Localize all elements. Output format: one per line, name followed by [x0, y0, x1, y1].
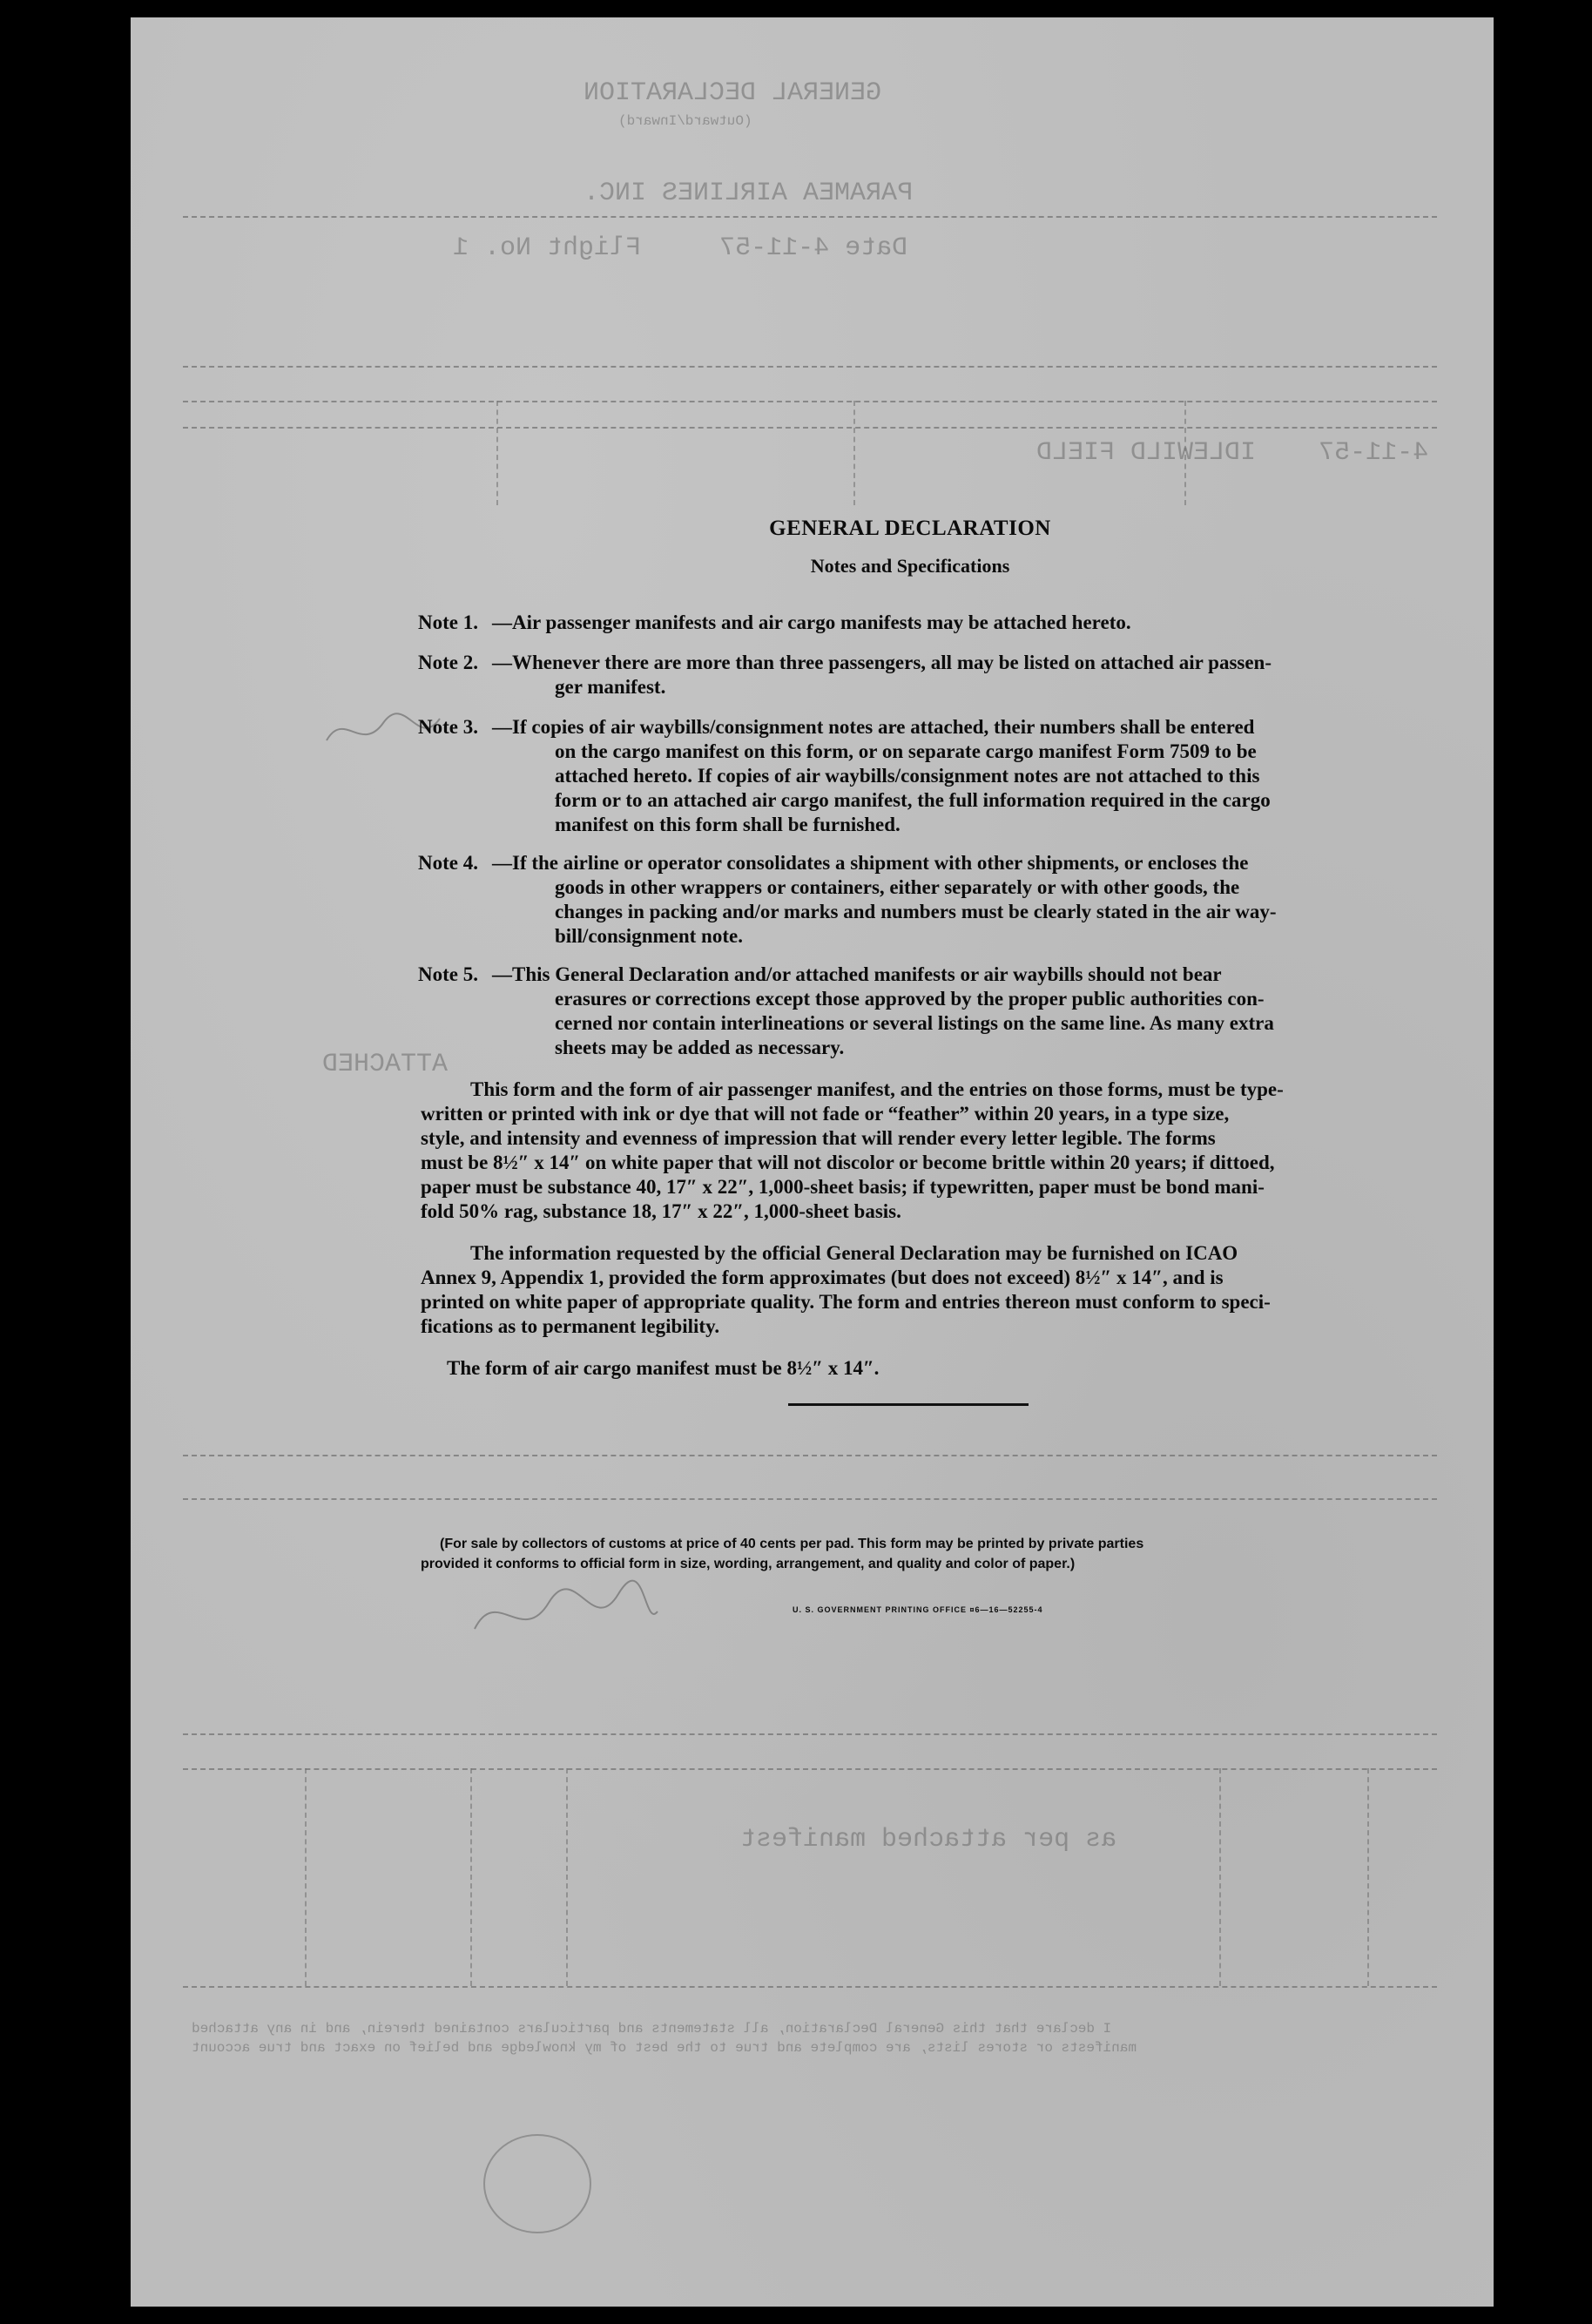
bleed-column-rule — [305, 1768, 307, 1986]
bleed-column-rule — [470, 1768, 472, 1986]
bleed-column-rule — [1219, 1768, 1221, 1986]
bleed-column-rule — [1367, 1768, 1369, 1986]
bleed-rule — [183, 1986, 1437, 1988]
note-2-line-2: ger manifest. — [555, 676, 666, 698]
note-5-line-4: sheets may be added as necessary. — [555, 1037, 845, 1058]
spec-paragraph-1-line-5: paper must be substance 40, 17″ x 22″, 1,000-sheet basis; if typewritten, paper must be bond mani- — [421, 1176, 1265, 1198]
bleed-through-itinerary: 4-11-57 IDLEWILD FIELD — [1036, 438, 1429, 468]
note-1-text: —Air passenger manifests and air cargo manifests may be attached hereto. — [492, 611, 1131, 633]
note-5-line-1: —This General Declaration and/or attached manifests or air waybills should not bear — [492, 963, 1222, 985]
note-3-label: Note 3. — [418, 716, 478, 738]
bleed-rule — [183, 1455, 1437, 1456]
bleed-rule — [183, 216, 1437, 218]
note-2-label: Note 2. — [418, 652, 478, 673]
bleed-through-subheader: (Outward/Inward) — [618, 113, 752, 129]
bleed-column-rule — [566, 1768, 568, 1986]
page-subtitle: Notes and Specifications — [810, 555, 1010, 577]
note-3-line-1: —If copies of air waybills/consignment notes are attached, their numbers shall be entered — [492, 716, 1255, 738]
note-4-line-4: bill/consignment note. — [555, 925, 743, 947]
bleed-through-header: GENERAL DECLARATION — [584, 78, 882, 108]
bleed-rule — [183, 1733, 1437, 1735]
bleed-rule — [183, 1498, 1437, 1500]
note-4-label: Note 4. — [418, 852, 478, 874]
note-5-label: Note 5. — [418, 963, 478, 985]
note-3-line-4: form or to an attached air cargo manifest, the full information required in the cargo — [555, 789, 1271, 811]
document-page — [131, 17, 1494, 2307]
spec-paragraph-2-line-1: The information requested by the official General Declaration may be furnished on ICAO — [470, 1242, 1238, 1264]
section-divider — [788, 1403, 1029, 1406]
note-1-label: Note 1. — [418, 611, 478, 633]
spec-paragraph-3: The form of air cargo manifest must be 8½″ x 14″. — [447, 1357, 880, 1379]
spec-paragraph-2-line-4: fications as to permanent legibility. — [421, 1315, 720, 1337]
faint-signature — [470, 1577, 662, 1655]
bleed-rule — [183, 1768, 1437, 1770]
bleed-rule — [183, 427, 1437, 429]
spec-paragraph-1-line-4: must be 8½″ x 14″ on white paper that will not discolor or become brittle within 20 years; if dittoed, — [421, 1152, 1275, 1173]
sale-notice-line-1: (For sale by collectors of customs at price of 40 cents per pad. This form may be printed by private parties — [440, 1537, 1144, 1551]
bleed-through-cargo: as per attached manifest — [740, 1825, 1117, 1854]
gpo-imprint: U. S. GOVERNMENT PRINTING OFFICE ¤6—16—52255-4 — [793, 1605, 1043, 1614]
bleed-through-flight: Date 4-11-57 Flight No. 1 — [453, 233, 908, 263]
spec-paragraph-2-line-3: printed on white paper of appropriate quality. The form and entries thereon must conform to speci- — [421, 1291, 1271, 1313]
note-5-line-3: cerned nor contain interlineations or several listings on the same line. As many extra — [555, 1012, 1274, 1034]
faint-stamp — [483, 2134, 591, 2233]
note-3-line-5: manifest on this form shall be furnished. — [555, 814, 901, 835]
spec-paragraph-1-line-1: This form and the form of air passenger manifest, and the entries on those forms, must be type- — [470, 1078, 1284, 1100]
spec-paragraph-2-line-2: Annex 9, Appendix 1, provided the form approximates (but does not exceed) 8½″ x 14″, and is — [421, 1267, 1224, 1288]
bleed-through-declaration-2: manifests or stores lists, are complete and true to the best of my knowledge and belief on exact and true account — [192, 2040, 1137, 2056]
bleed-rule — [183, 366, 1437, 368]
bleed-through-declaration: I declare that this General Declaration, all statements and particulars contained therein, and in any attached — [192, 2021, 1112, 2037]
note-4-line-3: changes in packing and/or marks and numbers must be clearly stated in the air way- — [555, 901, 1277, 922]
bleed-through-owner: PARAMEA AIRLINES INC. — [584, 179, 914, 208]
spec-paragraph-1-line-2: written or printed with ink or dye that will not fade or “feather” within 20 years, in a type size, — [421, 1103, 1230, 1125]
sale-notice-line-2: provided it conforms to official form in size, wording, arrangement, and quality and color of paper.) — [421, 1557, 1076, 1571]
note-3-line-3: attached hereto. If copies of air waybills/consignment notes are not attached to this — [555, 765, 1260, 787]
note-4-line-2: goods in other wrappers or containers, either separately or with other goods, the — [555, 876, 1240, 898]
bleed-column-rule — [853, 401, 855, 505]
page-title: GENERAL DECLARATION — [769, 517, 1051, 540]
spec-paragraph-1-line-3: style, and intensity and evenness of impression that will render every letter legible. The forms — [421, 1127, 1216, 1149]
note-3-line-2: on the cargo manifest on this form, or on separate cargo manifest Form 7509 to be — [555, 740, 1257, 762]
bleed-rule — [183, 401, 1437, 402]
note-4-line-1: —If the airline or operator consolidates a shipment with other shipments, or encloses the — [492, 852, 1249, 874]
note-2-line-1: —Whenever there are more than three passengers, all may be listed on attached air passen- — [492, 652, 1272, 673]
bleed-column-rule — [1184, 401, 1186, 505]
bleed-through-remark: ATTACHED — [322, 1050, 449, 1079]
bleed-column-rule — [496, 401, 498, 505]
spec-paragraph-1-line-6: fold 50% rag, substance 18, 17″ x 22″, 1,000-sheet basis. — [421, 1200, 901, 1222]
note-5-line-2: erasures or corrections except those approved by the proper public authorities con- — [555, 988, 1265, 1010]
